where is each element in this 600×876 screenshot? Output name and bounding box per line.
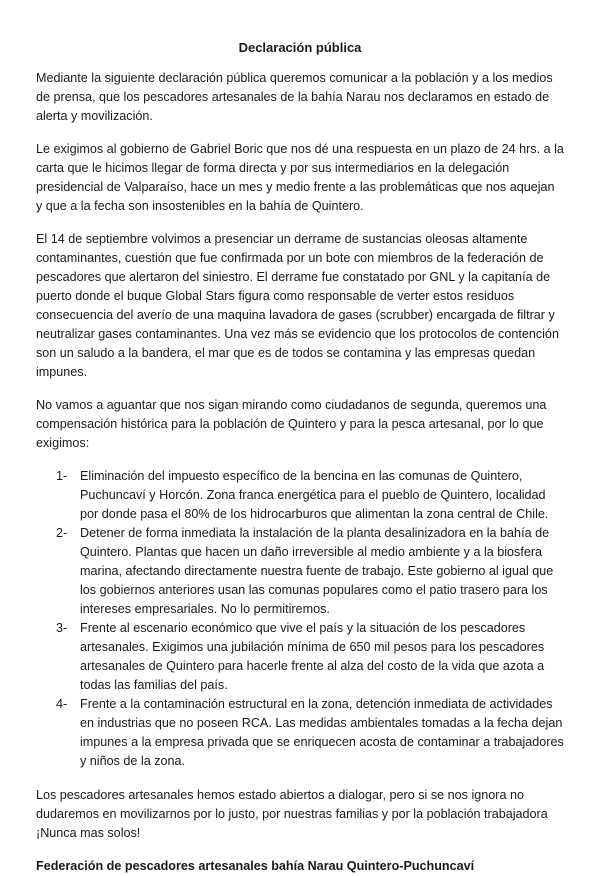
list-item-number: 1- [56, 469, 68, 483]
list-item [36, 467, 564, 524]
list-item-text: Detener de forma inmediata la instalación de la planta desalinizadora en la bahía de Quintero. Plantas que hacen un daño irreversible al medio ambiente y a la biosfera marina, afectando directamente nuestra fuente de trabajo. Este gobierno al igual que los gobiernos anteriores usan las comunas populares como el patio trasero para los intereses empresariales. No lo permitiremos. [80, 526, 554, 616]
paragraph-compensation: No vamos a aguantar que nos sigan mirando como ciudadanos de segunda, queremos una compensación histórica para la población de Quintero y para la pesca artesanal, por lo que exigimos: [36, 398, 547, 450]
list-item [36, 619, 564, 695]
signature: Federación de pescadores artesanales bahía Narau Quintero-Puchuncaví [36, 859, 475, 873]
demands-list [36, 467, 564, 771]
paragraph-oil-spill: El 14 de septiembre volvimos a presenciar un derrame de sustancias oleosas altamente contaminantes, cuestión que fue confirmada por un bote con miembros de la federación de pescadores que alertaron del siniestro. El derrame fue constatado por GNL y la capitanía de puerto donde el buque Global Stars figura como responsable de verter estos residuos consecuencia del averío de una maquina lavadora de gases (scrubber) encargada de filtrar y neutralizar gases contaminantes. Una vez más se evidencio que los protocolos de contención son un saludo a la bandera, el mar que es de todos se contamina y las empresas quedan impunes. [36, 232, 559, 379]
list-item-text: Frente a la contaminación estructural en la zona, detención inmediata de actividades en industrias que no poseen RCA. Las medidas ambientales tomadas a la fecha dejan impunes a la empresa privada que se enriquecen acosta de contaminar a trabajadores y niños de la zona. [80, 697, 564, 768]
paragraph-intro: Mediante la siguiente declaración pública queremos comunicar a la población y a los medios de prensa, que los pescadores artesanales de la bahía Narau nos declaramos en estado de alerta y movilización. [36, 71, 553, 123]
list-item-number: 4- [56, 697, 68, 711]
list-item-text: Eliminación del impuesto específico de la bencina en las comunas de Quintero, Puchuncaví y Horcón. Zona franca energética para el pueblo de Quintero, localidad por donde pasa el 80% de los hidrocarburos que alimentan la zona central de Chile. [80, 469, 549, 521]
list-item [36, 695, 564, 771]
paragraph-demand-government: Le exigimos al gobierno de Gabriel Boric que nos dé una respuesta en un plazo de 24 hrs. a la carta que le hicimos llegar de forma directa y por sus intermediarios en la delegación presidencial de Valparaíso, hace un mes y medio frente a las problemáticas que nos aquejan y que a la fecha son insostenibles en la bahía de Quintero. [36, 142, 564, 213]
list-item-number: 2- [56, 526, 68, 540]
paragraph-closing [36, 786, 564, 843]
list-item-number: 3- [56, 621, 68, 635]
closing-slogan: ¡Nunca mas solos! [36, 826, 141, 840]
list-item-text: Frente al escenario económico que vive el país y la situación de los pescadores artesanales. Exigimos una jubilación mínima de 650 mil pesos para los pescadores artesanales de Quintero para hacerle frente al alza del costo de la vida que azota a todas las familias del país. [80, 621, 545, 692]
document-title: Declaración pública [238, 40, 362, 55]
list-item [36, 524, 564, 619]
closing-text: Los pescadores artesanales hemos estado abiertos a dialogar, pero si se nos ignora no dudaremos en movilizarnos por lo justo, por nuestras familias y por la población trabajadora [36, 788, 548, 821]
